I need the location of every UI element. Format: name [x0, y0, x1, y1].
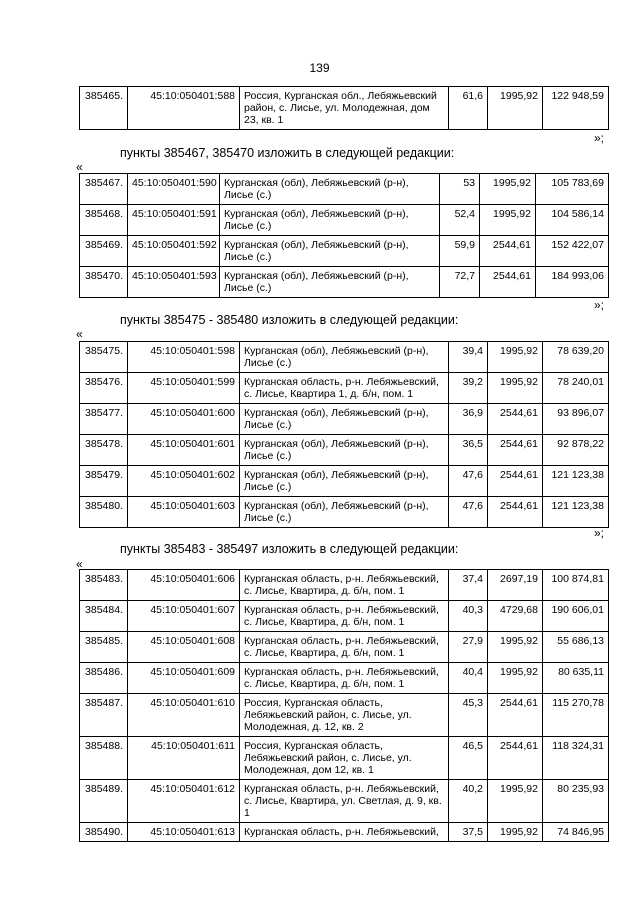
row-number-cell: 385483. [80, 570, 128, 601]
table-row [80, 236, 609, 267]
area-cell: 37,4 [449, 570, 488, 601]
cadastral-value-cell: 104 586,14 [536, 205, 609, 236]
cadastral-number-cell: 45:10:050401:606 [128, 570, 240, 601]
row-number-cell: 385467. [80, 174, 128, 205]
cadastral-value-cell: 93 896,07 [543, 404, 609, 435]
section-intro: пункты 385483 - 385497 изложить в следующей редакции: [120, 542, 459, 556]
area-cell: 46,5 [449, 737, 488, 780]
address-cell: Курганская (обл), Лебяжьевский (р-н), Лисье (с.) [240, 497, 449, 528]
table-row [80, 267, 609, 298]
cadastral-number-cell: 45:10:050401:603 [128, 497, 240, 528]
area-cell: 72,7 [440, 267, 480, 298]
area-cell: 40,4 [449, 663, 488, 694]
table-row [80, 823, 609, 842]
rate-cell: 2544,61 [480, 236, 536, 267]
address-cell: Курганская (обл), Лебяжьевский (р-н), Лисье (с.) [240, 342, 449, 373]
row-number-cell: 385478. [80, 435, 128, 466]
table-row [80, 601, 609, 632]
cadastral-number-cell: 45:10:050401:610 [128, 694, 240, 737]
table-row [80, 694, 609, 737]
address-cell: Курганская (обл), Лебяжьевский (р-н), Лисье (с.) [220, 205, 440, 236]
address-cell: Курганская (обл), Лебяжьевский (р-н), Лисье (с.) [240, 466, 449, 497]
opening-mark: « [76, 327, 83, 341]
section-intro: пункты 385467, 385470 изложить в следующей редакции: [120, 146, 455, 160]
address-cell: Курганская область, р-н. Лебяжьевский, с. Лисье, Квартира, д. б/н, пом. 1 [240, 601, 449, 632]
address-cell: Россия, Курганская область, Лебяжьевский район, с. Лисье, ул. Молодежная, дом 12, кв. 1 [240, 737, 449, 780]
row-number-cell: 385468. [80, 205, 128, 236]
table-row [80, 87, 609, 130]
cadastral-number-cell: 45:10:050401:612 [128, 780, 240, 823]
cadastral-number-cell: 45:10:050401:591 [128, 205, 220, 236]
area-cell: 47,6 [449, 497, 488, 528]
opening-mark: « [76, 557, 83, 571]
rate-cell: 1995,92 [480, 205, 536, 236]
area-cell: 39,4 [449, 342, 488, 373]
cadastral-value-cell: 115 270,78 [543, 694, 609, 737]
page-number: 139 [309, 61, 330, 75]
section-intro: пункты 385475 - 385480 изложить в следующей редакции: [120, 313, 459, 327]
rate-cell: 2544,61 [488, 404, 543, 435]
closing-mark: »; [594, 131, 605, 145]
row-number-cell: 385476. [80, 373, 128, 404]
rate-cell: 2544,61 [488, 497, 543, 528]
table-row [80, 570, 609, 601]
address-cell: Курганская (обл), Лебяжьевский (р-н), Лисье (с.) [220, 174, 440, 205]
row-number-cell: 385490. [80, 823, 128, 842]
cadastral-value-cell: 100 874,81 [543, 570, 609, 601]
row-number-cell: 385465. [80, 87, 128, 130]
cadastral-number-cell: 45:10:050401:590 [128, 174, 220, 205]
area-cell: 47,6 [449, 466, 488, 497]
closing-mark: »; [594, 298, 605, 312]
cadastral-value-cell: 74 846,95 [543, 823, 609, 842]
cadastral-value-cell: 184 993,06 [536, 267, 609, 298]
cadastral-number-cell: 45:10:050401:598 [128, 342, 240, 373]
rate-cell: 1995,92 [488, 663, 543, 694]
cadastral-value-cell: 80 235,93 [543, 780, 609, 823]
rate-cell: 4729,68 [488, 601, 543, 632]
address-cell: Курганская (обл), Лебяжьевский (р-н), Лисье (с.) [220, 267, 440, 298]
table-row [80, 174, 609, 205]
row-number-cell: 385485. [80, 632, 128, 663]
cadastral-number-cell: 45:10:050401:592 [128, 236, 220, 267]
rate-cell: 2544,61 [480, 267, 536, 298]
area-cell: 39,2 [449, 373, 488, 404]
cadastral-value-cell: 78 639,20 [543, 342, 609, 373]
cadastral-value-cell: 80 635,11 [543, 663, 609, 694]
row-number-cell: 385486. [80, 663, 128, 694]
row-number-cell: 385470. [80, 267, 128, 298]
table-row [80, 737, 609, 780]
table-row [80, 342, 609, 373]
area-cell: 59,9 [440, 236, 480, 267]
address-cell: Россия, Курганская область, Лебяжьевский район, с. Лисье, ул. Молодежная, д. 12, кв. 2 [240, 694, 449, 737]
row-number-cell: 385477. [80, 404, 128, 435]
rate-cell: 2544,61 [488, 435, 543, 466]
cadastral-value-cell: 92 878,22 [543, 435, 609, 466]
cadastral-number-cell: 45:10:050401:602 [128, 466, 240, 497]
row-number-cell: 385488. [80, 737, 128, 780]
address-cell: Курганская (обл), Лебяжьевский (р-н), Лисье (с.) [240, 404, 449, 435]
rate-cell: 2544,61 [488, 694, 543, 737]
rate-cell: 1995,92 [488, 632, 543, 663]
table-row [80, 663, 609, 694]
cadastral-number-cell: 45:10:050401:593 [128, 267, 220, 298]
cadastral-value-cell: 190 606,01 [543, 601, 609, 632]
cadastral-value-cell: 122 948,59 [543, 87, 609, 130]
area-cell: 53 [440, 174, 480, 205]
row-number-cell: 385489. [80, 780, 128, 823]
rate-cell: 2544,61 [488, 466, 543, 497]
cadastral-value-cell: 121 123,38 [543, 466, 609, 497]
area-cell: 27,9 [449, 632, 488, 663]
address-cell: Курганская область, р-н. Лебяжьевский, с. Лисье, Квартира, ул. Светлая, д. 9, кв. 1 [240, 780, 449, 823]
row-number-cell: 385487. [80, 694, 128, 737]
data-table [79, 341, 609, 528]
address-cell: Курганская (обл), Лебяжьевский (р-н), Лисье (с.) [220, 236, 440, 267]
cadastral-number-cell: 45:10:050401:613 [128, 823, 240, 842]
table-row [80, 632, 609, 663]
cadastral-number-cell: 45:10:050401:599 [128, 373, 240, 404]
address-cell: Россия, Курганская обл., Лебяжьевский район, с. Лисье, ул. Молодежная, дом 23, кв. 1 [240, 87, 449, 130]
table-row [80, 404, 609, 435]
cadastral-number-cell: 45:10:050401:588 [128, 87, 240, 130]
cadastral-value-cell: 121 123,38 [543, 497, 609, 528]
table-row [80, 435, 609, 466]
row-number-cell: 385475. [80, 342, 128, 373]
area-cell: 36,5 [449, 435, 488, 466]
cadastral-number-cell: 45:10:050401:600 [128, 404, 240, 435]
cadastral-number-cell: 45:10:050401:611 [128, 737, 240, 780]
cadastral-number-cell: 45:10:050401:609 [128, 663, 240, 694]
opening-mark: « [76, 160, 83, 174]
cadastral-value-cell: 78 240,01 [543, 373, 609, 404]
cadastral-number-cell: 45:10:050401:607 [128, 601, 240, 632]
rate-cell: 1995,92 [488, 373, 543, 404]
row-number-cell: 385480. [80, 497, 128, 528]
row-number-cell: 385484. [80, 601, 128, 632]
address-cell: Курганская область, р-н. Лебяжьевский, с. Лисье, Квартира, д. б/н, пом. 1 [240, 570, 449, 601]
rate-cell: 1995,92 [488, 823, 543, 842]
cadastral-value-cell: 152 422,07 [536, 236, 609, 267]
address-cell: Курганская область, р-н. Лебяжьевский, с. Лисье, Квартира 1, д. б/н, пом. 1 [240, 373, 449, 404]
cadastral-number-cell: 45:10:050401:608 [128, 632, 240, 663]
rate-cell: 2697,19 [488, 570, 543, 601]
area-cell: 45,3 [449, 694, 488, 737]
address-cell: Курганская область, р-н. Лебяжьевский, с. Лисье, Квартира, д. б/н, пом. 1 [240, 663, 449, 694]
address-cell: Курганская область, р-н. Лебяжьевский, [240, 823, 449, 842]
cadastral-value-cell: 118 324,31 [543, 737, 609, 780]
row-number-cell: 385469. [80, 236, 128, 267]
table-row [80, 497, 609, 528]
rate-cell: 1995,92 [488, 780, 543, 823]
data-table [79, 173, 609, 298]
area-cell: 36,9 [449, 404, 488, 435]
address-cell: Курганская область, р-н. Лебяжьевский, с. Лисье, Квартира, д. б/н, пом. 1 [240, 632, 449, 663]
area-cell: 40,2 [449, 780, 488, 823]
area-cell: 61,6 [449, 87, 488, 130]
table-row [80, 466, 609, 497]
area-cell: 52,4 [440, 205, 480, 236]
area-cell: 37,5 [449, 823, 488, 842]
table-row [80, 205, 609, 236]
rate-cell: 1995,92 [488, 342, 543, 373]
data-table [79, 86, 609, 130]
cadastral-value-cell: 55 686,13 [543, 632, 609, 663]
rate-cell: 1995,92 [480, 174, 536, 205]
cadastral-value-cell: 105 783,69 [536, 174, 609, 205]
data-table [79, 569, 609, 842]
rate-cell: 1995,92 [488, 87, 543, 130]
rate-cell: 2544,61 [488, 737, 543, 780]
table-row [80, 373, 609, 404]
table-row [80, 780, 609, 823]
cadastral-number-cell: 45:10:050401:601 [128, 435, 240, 466]
closing-mark: »; [594, 526, 605, 540]
area-cell: 40,3 [449, 601, 488, 632]
address-cell: Курганская (обл), Лебяжьевский (р-н), Лисье (с.) [240, 435, 449, 466]
row-number-cell: 385479. [80, 466, 128, 497]
